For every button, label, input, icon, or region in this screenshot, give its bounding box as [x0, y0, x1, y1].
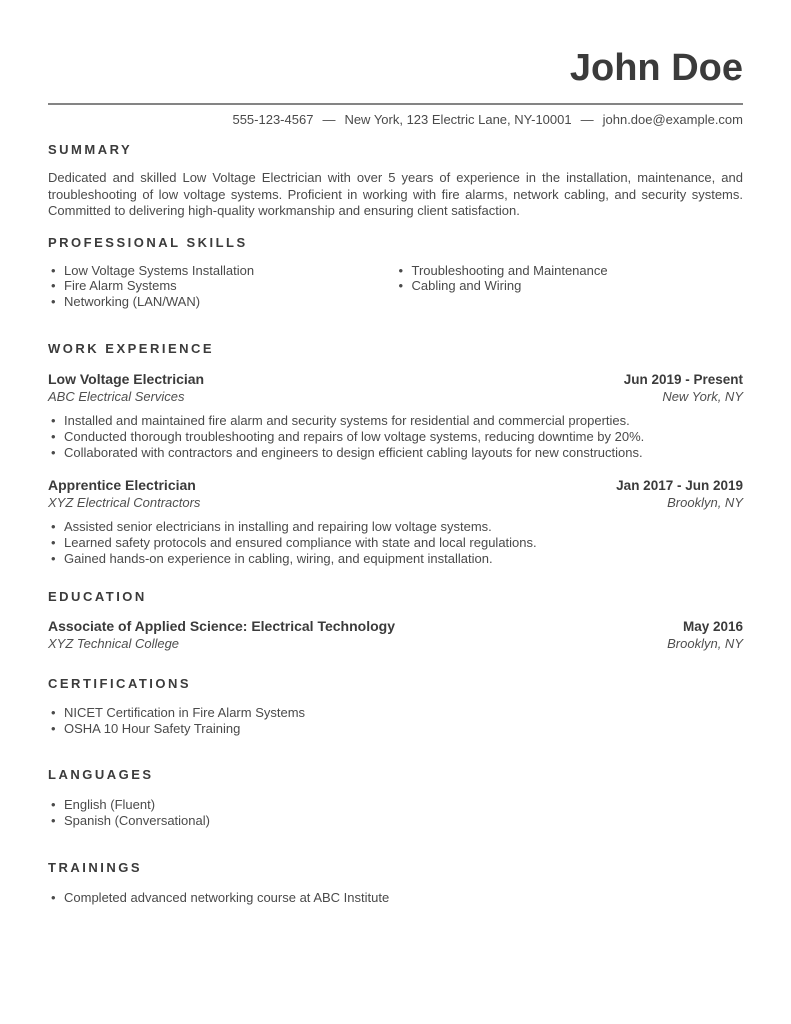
contact-separator: — [322, 112, 336, 127]
section-heading-education: EDUCATION [48, 589, 147, 604]
job-bullet [48, 535, 743, 551]
job-dates: Jan 2017 - Jun 2019 [616, 478, 743, 493]
contact-line [48, 112, 743, 127]
bullet-icon: • [51, 413, 56, 428]
job-bullet [48, 551, 743, 567]
section-education [48, 589, 743, 652]
skills-column-left [48, 263, 396, 310]
section-trainings [48, 860, 743, 906]
education-degree: Associate of Applied Science: Electrical Technology [48, 618, 395, 634]
section-skills [48, 235, 743, 310]
job-bullet [48, 445, 743, 461]
job-company: ABC Electrical Services [48, 389, 185, 404]
bullet-icon: • [51, 813, 56, 828]
education-location: Brooklyn, NY [667, 636, 743, 651]
contact-email: john.doe@example.com [602, 112, 743, 127]
training-item [48, 890, 743, 906]
job-entry [48, 371, 743, 461]
skills-grid [48, 263, 743, 310]
section-heading-certifications: CERTIFICATIONS [48, 676, 192, 691]
contact-separator: — [580, 112, 594, 127]
bullet-icon: • [51, 705, 56, 720]
certifications-list [48, 705, 743, 737]
job-company: XYZ Electrical Contractors [48, 495, 201, 510]
section-languages [48, 767, 743, 829]
contact-address: New York, 123 Electric Lane, NY-10001 [344, 112, 572, 127]
job-header [48, 371, 743, 388]
certification-item [48, 721, 743, 737]
education-school: XYZ Technical College [48, 636, 180, 651]
bullet-icon: • [51, 519, 56, 534]
certification-item [48, 705, 743, 721]
job-bullet-text: Learned safety protocols and ensured compliance with state and local regulations. [64, 535, 537, 550]
job-bullet [48, 413, 743, 429]
language-text: English (Fluent) [64, 797, 156, 812]
skill-item [396, 278, 744, 294]
skill-item [48, 294, 396, 310]
language-item [48, 797, 743, 813]
skill-item-label: Networking (LAN/WAN) [64, 293, 201, 309]
job-bullet-text: Installed and maintained fire alarm and security systems for residential and commercial properties. [64, 413, 630, 428]
skill-item [396, 263, 744, 279]
job-bullet-list [48, 413, 743, 461]
bullet-icon: • [51, 890, 56, 905]
bullet-icon: • [51, 797, 56, 812]
skill-item [48, 278, 396, 294]
bullet-icon: • [51, 445, 56, 460]
job-bullet-list [48, 519, 743, 567]
contact-phone: 555-123-4567 [232, 112, 314, 127]
header-divider [48, 103, 743, 105]
job-bullet-text: Gained hands-on experience in cabling, wiring, and equipment installation. [64, 551, 493, 566]
person-name: John Doe [569, 47, 743, 89]
job-title: Low Voltage Electrician [48, 371, 205, 387]
bullet-icon: • [51, 721, 56, 736]
job-bullet-text: Collaborated with contractors and engineers to design efficient cabling layouts for new constructions. [64, 445, 643, 460]
bullet-icon: • [398, 262, 404, 278]
section-heading-summary: SUMMARY [48, 142, 133, 157]
education-entry [48, 618, 743, 652]
job-location: New York, NY [662, 389, 743, 404]
bullet-icon: • [51, 293, 56, 309]
job-dates: Jun 2019 - Present [623, 372, 743, 387]
skill-item [48, 263, 396, 279]
skill-item-label: Fire Alarm Systems [64, 278, 177, 293]
language-item [48, 813, 743, 829]
language-text: Spanish (Conversational) [64, 813, 210, 828]
training-text: Completed advanced networking course at ABC Institute [64, 890, 390, 905]
skill-item-label: Low Voltage Systems Installation [64, 262, 255, 278]
bullet-icon: • [51, 262, 56, 278]
job-header [48, 477, 743, 494]
skills-column-right [396, 263, 744, 310]
section-heading-skills: PROFESSIONAL SKILLS [48, 234, 248, 250]
skill-item-label: Troubleshooting and Maintenance [411, 262, 608, 278]
job-bullet-text: Assisted senior electricians in installing and repairing low voltage systems. [64, 519, 492, 534]
education-subheader [48, 636, 743, 652]
job-bullet-text: Conducted thorough troubleshooting and repairs of low voltage systems, reducing downtime by 20%. [64, 429, 645, 444]
job-subheader [48, 495, 743, 511]
job-entry [48, 477, 743, 567]
section-heading-experience: WORK EXPERIENCE [48, 341, 215, 356]
bullet-icon: • [51, 535, 56, 550]
education-dates: May 2016 [682, 619, 743, 634]
bullet-icon: • [51, 278, 56, 293]
section-certifications [48, 676, 743, 737]
job-title: Apprentice Electrician [48, 477, 196, 493]
bullet-icon: • [398, 278, 404, 293]
job-bullet [48, 519, 743, 535]
languages-list [48, 797, 743, 829]
job-location: Brooklyn, NY [667, 495, 743, 510]
certification-text: OSHA 10 Hour Safety Training [64, 721, 241, 736]
section-experience [48, 341, 743, 567]
section-summary [48, 142, 743, 220]
bullet-icon: • [51, 429, 56, 444]
skill-item-label: Cabling and Wiring [411, 278, 522, 293]
trainings-list [48, 890, 743, 906]
certification-text: NICET Certification in Fire Alarm Systems [64, 705, 306, 720]
job-subheader [48, 389, 743, 405]
job-bullet [48, 429, 743, 445]
section-heading-languages: LANGUAGES [48, 767, 154, 782]
section-heading-trainings: TRAININGS [48, 860, 142, 875]
summary-text: Dedicated and skilled Low Voltage Electrician with over 5 years of experience in the installation, maintenance, and troubleshooting of low voltage systems. Proficient in working with fire alarms, network cabling, and security systems. Committed to delivering high-quality workmanship and ensuring client satisfaction. [48, 170, 743, 218]
bullet-icon: • [51, 551, 56, 566]
education-header [48, 618, 743, 635]
